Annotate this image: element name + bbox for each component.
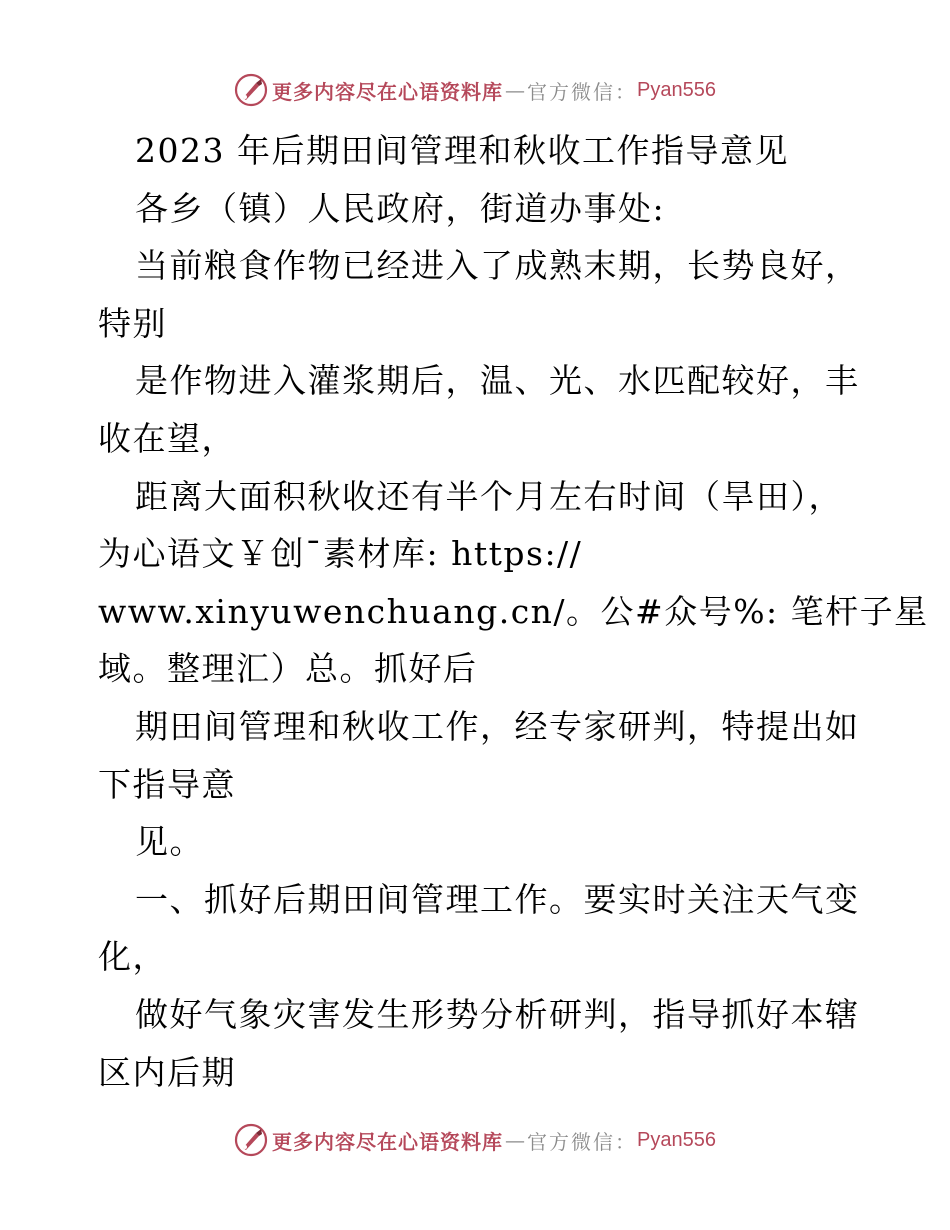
- banner-dash: —: [505, 78, 526, 102]
- body-line: 为心语文￥创¯素材库: https://: [98, 534, 583, 574]
- body-line: 收在望，: [98, 418, 236, 458]
- banner-wechat-id: Pyan556: [637, 78, 716, 101]
- quill-logo-icon: [234, 73, 268, 107]
- document-title: 2023 年后期田间管理和秋收工作指导意见: [135, 131, 789, 170]
- body-line: 做好气象灾害发生形势分析研判，指导抓好本辖: [135, 994, 860, 1034]
- header-banner: [0, 70, 950, 110]
- body-line: 区内后期: [98, 1052, 236, 1092]
- quill-logo-icon: [234, 1123, 268, 1157]
- body-line: 特别: [98, 303, 167, 343]
- body-line: 域。整理汇）总。抓好后: [98, 649, 478, 689]
- addressee-line: 各乡（镇）人民政府，街道办事处:: [135, 188, 666, 228]
- body-line: 见。: [135, 822, 204, 862]
- banner-site-text: 更多内容尽在心语资料库: [272, 1129, 504, 1154]
- section-heading-line: 一、抓好后期田间管理工作。要实时关注天气变: [135, 879, 860, 919]
- body-line: 当前粮食作物已经进入了成熟末期，长势良好，: [135, 246, 860, 286]
- body-line: 是作物进入灌浆期后，温、光、水匹配较好，丰: [135, 361, 860, 401]
- document-body: [98, 122, 929, 1101]
- banner-wechat-id: Pyan556: [637, 1128, 716, 1151]
- body-line: 期田间管理和秋收工作，经专家研判，特提出如: [135, 706, 860, 746]
- body-line: www.xinyuwenchuang.cn/。公#众号%: 笔杆子星: [98, 591, 929, 631]
- body-line: 距离大面积秋收还有半个月左右时间（旱田），: [135, 476, 843, 516]
- banner-wechat-label: 官方微信：: [527, 79, 638, 104]
- banner-wechat-label: 官方微信：: [527, 1129, 638, 1154]
- banner-dash: —: [505, 1128, 526, 1152]
- body-line: 化，: [98, 937, 167, 977]
- banner-site-text: 更多内容尽在心语资料库: [272, 79, 504, 104]
- body-line: 下指导意: [98, 764, 236, 804]
- footer-banner: [0, 1120, 950, 1160]
